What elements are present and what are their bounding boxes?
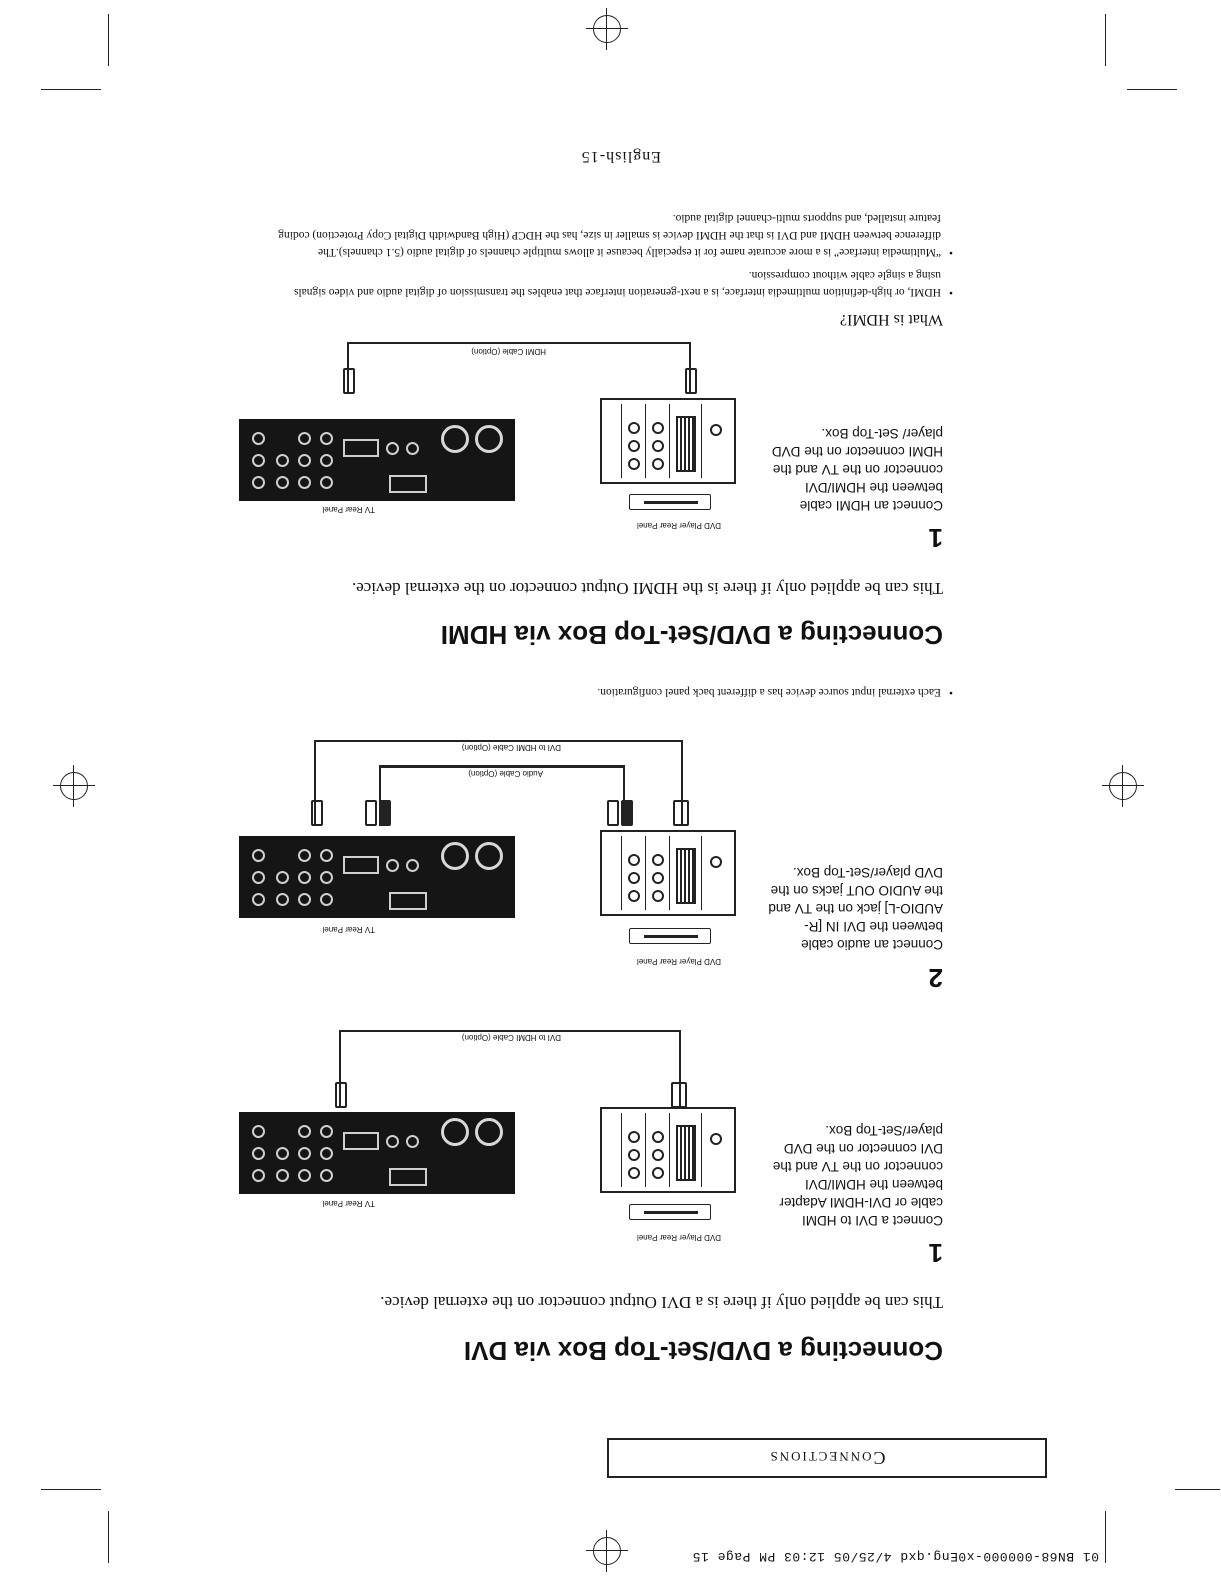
hdmi-step1-cable-caption: HDMI Cable (Option) (471, 347, 546, 356)
dvd-player-icon (629, 1204, 711, 1220)
rca-plug-icon (621, 800, 633, 826)
registration-mark (593, 1537, 621, 1565)
cable-line (347, 342, 691, 344)
dvi-note: • Each external input source device has a different back panel configuration. (597, 686, 953, 698)
crop-mark (1127, 89, 1177, 90)
hdmi-plug-icon (685, 368, 697, 394)
page-number: English-15 (580, 148, 661, 165)
dvi-step1-number: 1 (928, 1238, 943, 1268)
dvi-section-intro: This can be applied only if there is a DVI Output connector on the external device. (380, 1293, 943, 1312)
dvi-plug-icon (673, 800, 689, 826)
dvi-step2-cable-caption-1: DVI to HDMI Cable (Option) (461, 743, 561, 752)
dvi-step1-text: Connect a DVI to HDMI cable or DVI-HDMI Adapter between the HDMI/DVI connector on the TV and the DVI connector on the DVD player/Set-Top Box. (772, 1123, 943, 1228)
crop-mark (1175, 1489, 1220, 1490)
hdmi-step1-tv-panel (239, 419, 515, 501)
crop-mark (41, 1489, 101, 1490)
dvd-player-icon (629, 928, 711, 944)
dvi-plug-icon (671, 1082, 687, 1108)
hdmi-section-intro: This can be applied only if there is the HDMI Output connector on the external device. (351, 579, 943, 598)
print-slug: 01 BN68-000000-x0Eng.qxd 4/25/05 12:03 PM Page 15 (692, 1549, 1099, 1564)
cable-line (339, 1030, 681, 1032)
dvi-step1-tv-panel (239, 1112, 515, 1194)
hdmi-step1-dvd-caption: DVD Player Rear Panel (636, 521, 721, 530)
hdmi-step1-text: Connect an HDMI cable between the HDMI/DVI connector on the TV and the HDMI connector on the DVD player/ Set-Top Box. (771, 426, 943, 513)
rca-plug-icon (379, 800, 391, 826)
registration-mark (1109, 772, 1137, 800)
dvi-step1-cable-caption: DVI to HDMI Cable (Option) (461, 1033, 561, 1042)
registration-mark (60, 772, 88, 800)
crop-mark (1105, 1511, 1106, 1563)
registration-mark (593, 15, 621, 43)
dvi-step2-text: Connect an audio cable between the DVI IN [R-AUDIO-L] jack on the TV and the AUDIO OUT jacks on the DVD player/Set-Top Box. (768, 865, 943, 952)
dvi-step2-number: 2 (928, 963, 943, 993)
crop-mark (108, 14, 109, 66)
dvi-step1-dvd-panel (600, 1107, 736, 1193)
hdmi-section-title: Connecting a DVD/Set-Top Box via HDMI (440, 620, 943, 650)
dvi-section-title: Connecting a DVD/Set-Top Box via DVI (463, 1336, 943, 1366)
dvi-step2-dvd-caption: DVD Player Rear Panel (636, 957, 721, 966)
what-is-hdmi-bullet-2: • “Multimedia interface” is a more accurate name for it especially because it allows multiple channels of digital audio (5.1 channels).The difference between HDMI and DVI is that the HDMI device is smaller in size, has the HDCP (High Bandwidth Digital Copy Protection) coding feature installed, and supports multi-channel digital audio. (278, 212, 953, 258)
hdmi-plug-icon (311, 800, 323, 826)
what-is-hdmi-bullet-1: • HDMI, or high-definition multimedia interface, is a next-generation interface that enables the transmission of digital audio and video signals using a single cable without compression. (293, 269, 953, 298)
dvi-step2-dvd-panel (600, 830, 736, 916)
hdmi-step1-number: 1 (928, 523, 943, 553)
dvi-step2-cable-caption-2: Audio Cable (Option) (468, 769, 543, 778)
hdmi-step1-tv-caption: TV Rear Panel (322, 505, 375, 514)
what-is-hdmi-heading: What is HDMI? (839, 311, 943, 328)
crop-mark (1105, 14, 1106, 66)
hdmi-step1-dvd-panel (600, 398, 736, 484)
dvi-step1-tv-caption: TV Rear Panel (322, 1199, 375, 1208)
cable-line (314, 740, 683, 742)
dvd-player-icon (629, 494, 711, 510)
section-tab: Connections (607, 1438, 1047, 1478)
crop-mark (108, 1511, 109, 1563)
cable-line (379, 765, 625, 768)
dvi-step1-dvd-caption: DVD Player Rear Panel (636, 1233, 721, 1242)
rca-plug-icon (607, 800, 619, 826)
hdmi-plug-icon (343, 368, 355, 394)
rca-plug-icon (365, 800, 377, 826)
crop-mark (41, 89, 101, 90)
dvi-step2-tv-panel (239, 836, 515, 918)
dvi-step2-tv-caption: TV Rear Panel (322, 925, 375, 934)
hdmi-plug-icon (335, 1082, 347, 1108)
